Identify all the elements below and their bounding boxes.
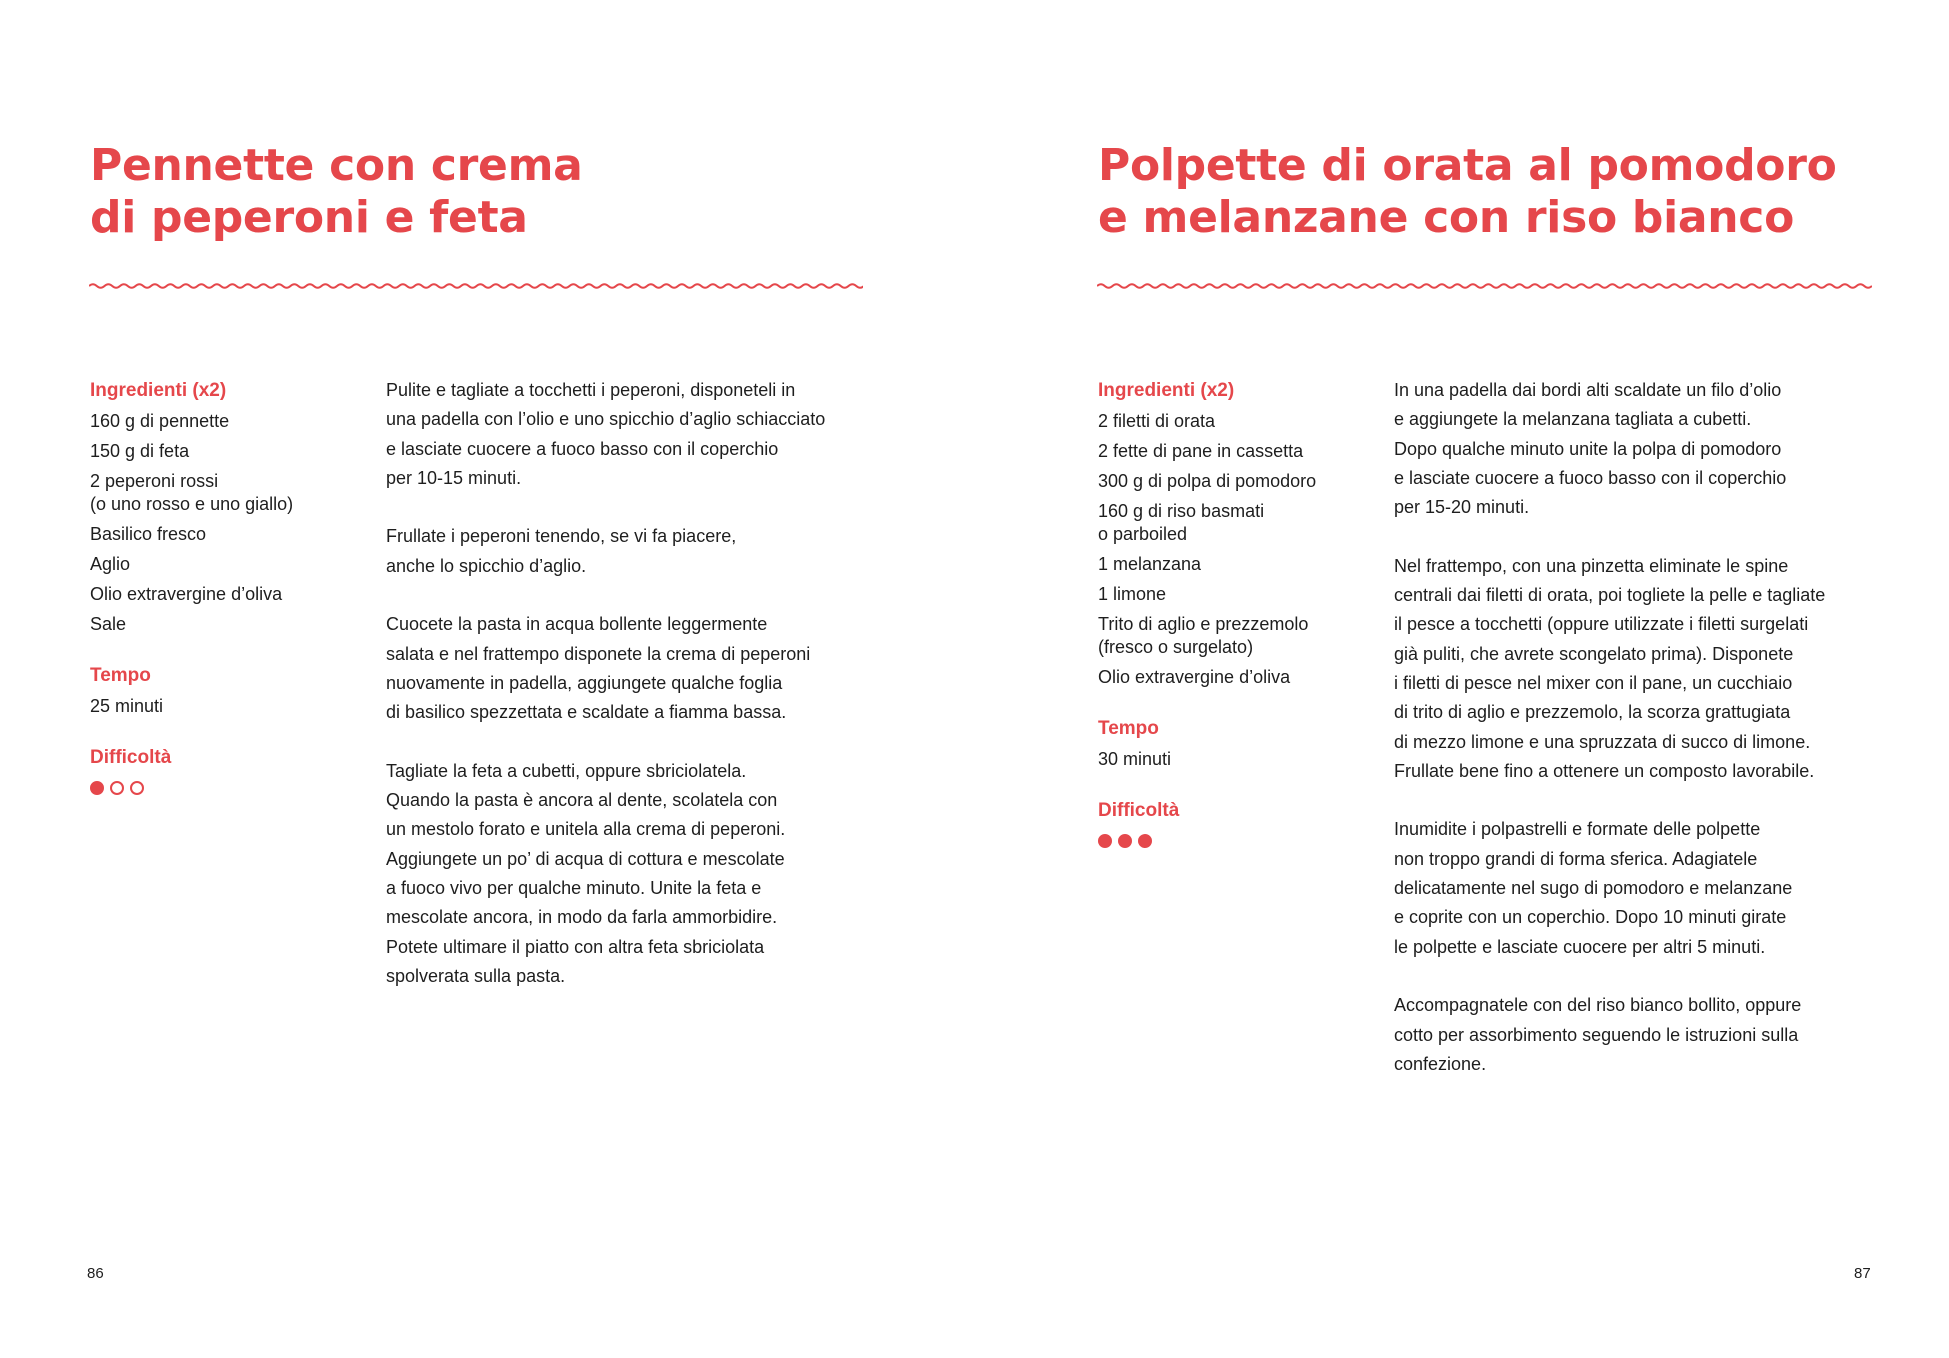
instruction-line: Cuocete la pasta in acqua bollente leggermente [386,614,768,635]
instruction-line: già puliti, che avrete scongelato prima). Disponete [1394,643,1794,664]
instruction-line: a fuoco vivo per qualche minuto. Unite la feta e [386,878,762,899]
ingredients-heading: Ingredienti (x2) [90,380,227,401]
instruction-line: Dopo qualche minuto unite la polpa di pomodoro [1394,438,1782,459]
ingredient-line: (fresco o surgelato) [1098,636,1254,657]
instruction-line: Aggiungete un po’ di acqua di cottura e mescolate [386,848,785,869]
title-line: Polpette di orata al pomodoro [1098,140,1837,191]
instruction-paragraph [1394,552,1894,786]
time-section [1098,714,1358,774]
recipe-info [1098,376,1358,848]
instruction-line: cotto per assorbimento seguendo le istruzioni sulla [1394,1024,1799,1045]
difficulty-section [90,743,350,795]
ingredient-line: Sale [90,613,127,634]
ingredient-item [1098,436,1358,466]
title-line: e melanzane con riso bianco [1098,192,1795,243]
instruction-line: confezione. [1394,1053,1487,1074]
ingredient-line: Basilico fresco [90,523,207,544]
difficulty-rating [90,781,350,795]
difficulty-heading: Difficoltà [90,747,172,768]
recipe-info [90,376,350,795]
ingredient-item [90,609,350,639]
instruction-line: e lasciate cuocere a fuoco basso con il coperchio [1394,467,1787,488]
instruction-paragraph [386,376,886,493]
recipe-title [1098,140,1837,244]
difficulty-dot-filled [1138,834,1152,848]
instruction-line: Potete ultimare il piatto con altra feta sbriciolata [386,936,765,957]
ingredient-line: 160 g di pennette [90,410,230,431]
instruction-paragraph [1394,991,1894,1079]
ingredient-line: 2 filetti di orata [1098,410,1216,431]
ingredient-line: 160 g di riso basmati [1098,500,1265,521]
instruction-line: Inumidite i polpastrelli e formate delle polpette [1394,819,1761,840]
difficulty-dot-filled [1098,834,1112,848]
time-heading: Tempo [1098,718,1159,739]
difficulty-dot-empty [130,781,144,795]
recipe-instructions [386,376,886,1021]
instruction-paragraph [386,610,886,727]
instruction-line: una padella con l’olio e uno spicchio d’aglio schiacciato [386,409,826,430]
difficulty-dot-filled [90,781,104,795]
instruction-line: In una padella dai bordi alti scaldate un filo d’olio [1394,380,1782,400]
instruction-line: e aggiungete la melanzana tagliata a cubetti. [1394,409,1752,430]
right-page [974,0,1949,1358]
recipe-instructions [1394,376,1894,1108]
wavy-divider [1097,278,1872,294]
instruction-line: per 15-20 minuti. [1394,497,1530,518]
instruction-line: e coprite con un coperchio. Dopo 10 minuti girate [1394,907,1787,928]
ingredient-line: 150 g di feta [90,440,190,461]
ingredient-item [1098,466,1358,496]
page-number: 87 [1854,1265,1871,1282]
page-number: 86 [87,1265,104,1282]
left-page [0,0,974,1358]
instruction-line: il pesce a tocchetti (oppure utilizzate i filetti surgelati [1394,614,1809,635]
difficulty-dot-filled [1118,834,1132,848]
time-section [90,661,350,721]
title-line: di peperoni e feta [90,192,528,243]
ingredient-item [90,466,350,519]
time-value: 30 minuti [1098,749,1172,769]
ingredient-item [90,519,350,549]
wave-line [89,284,863,288]
ingredient-item [1098,579,1358,609]
ingredient-item [1098,609,1358,662]
title-line: Pennette con crema [90,140,583,191]
ingredient-line: Olio extravergine d’oliva [90,583,283,604]
instruction-paragraph [386,522,886,581]
ingredient-item [1098,496,1358,549]
wave-line [1097,284,1872,288]
ingredient-line: 1 limone [1098,583,1167,604]
recipe-title [90,140,583,244]
instruction-line: per 10-15 minuti. [386,467,522,488]
instruction-line: mescolate ancora, in modo da farla ammorbidire. [386,907,778,928]
ingredients-list [1098,406,1358,692]
ingredient-line: (o uno rosso e uno giallo) [90,493,294,514]
instruction-line: Quando la pasta è ancora al dente, scolatela con [386,790,778,811]
ingredient-item [90,436,350,466]
wavy-divider [89,278,863,294]
instruction-line: un mestolo forato e unitela alla crema di peperoni. [386,819,786,840]
ingredient-item [1098,406,1358,436]
instruction-line: centrali dai filetti di orata, poi togliete la pelle e tagliate [1394,585,1826,606]
time-heading: Tempo [90,665,151,686]
ingredients-heading: Ingredienti (x2) [1098,380,1235,401]
ingredient-item [90,406,350,436]
instruction-line: salata e nel frattempo disponete la crema di peperoni [386,643,811,664]
difficulty-rating [1098,834,1358,848]
ingredient-item [90,549,350,579]
ingredient-line: Aglio [90,553,131,574]
instruction-line: Frullate i peperoni tenendo, se vi fa piacere, [386,526,737,547]
instruction-line: i filetti di pesce nel mixer con il pane, un cucchiaio [1394,672,1793,693]
ingredient-line: 1 melanzana [1098,553,1202,574]
instruction-line: non troppo grandi di forma sferica. Adagiatele [1394,848,1758,869]
time-value: 25 minuti [90,696,164,716]
ingredient-item [1098,662,1358,692]
instruction-line: Nel frattempo, con una pinzetta eliminate le spine [1394,555,1789,576]
ingredients-list [90,406,350,639]
instruction-line: di basilico spezzettata e scaldate a fiamma bassa. [386,702,787,723]
difficulty-heading: Difficoltà [1098,800,1180,821]
instruction-line: delicatamente nel sugo di pomodoro e melanzane [1394,878,1793,899]
ingredient-line: 2 fette di pane in cassetta [1098,440,1304,461]
instruction-line: Pulite e tagliate a tocchetti i peperoni, disponeteli in [386,380,796,400]
ingredient-item [1098,549,1358,579]
difficulty-section [1098,796,1358,848]
instruction-line: Tagliate la feta a cubetti, oppure sbriciolatela. [386,760,747,781]
ingredient-line: 300 g di polpa di pomodoro [1098,470,1317,491]
instruction-line: le polpette e lasciate cuocere per altri 5 minuti. [1394,936,1766,957]
instruction-line: spolverata sulla pasta. [386,965,566,986]
instruction-paragraph [386,757,886,991]
instruction-paragraph [1394,376,1894,522]
instruction-line: di mezzo limone e una spruzzata di succo di limone. [1394,731,1811,752]
instruction-line: Accompagnatele con del riso bianco bollito, oppure [1394,995,1802,1016]
instruction-line: Frullate bene fino a ottenere un composto lavorabile. [1394,760,1815,781]
ingredient-line: o parboiled [1098,523,1188,544]
instruction-line: di trito di aglio e prezzemolo, la scorza grattugiata [1394,702,1791,723]
instruction-line: e lasciate cuocere a fuoco basso con il coperchio [386,438,779,459]
instruction-line: nuovamente in padella, aggiungete qualche foglia [386,672,783,693]
ingredient-item [90,579,350,609]
ingredient-line: Trito di aglio e prezzemolo [1098,613,1309,634]
instruction-paragraph [1394,815,1894,961]
instruction-line: anche lo spicchio d’aglio. [386,555,587,576]
ingredient-line: Olio extravergine d’oliva [1098,666,1291,687]
ingredient-line: 2 peperoni rossi [90,470,219,491]
difficulty-dot-empty [110,781,124,795]
